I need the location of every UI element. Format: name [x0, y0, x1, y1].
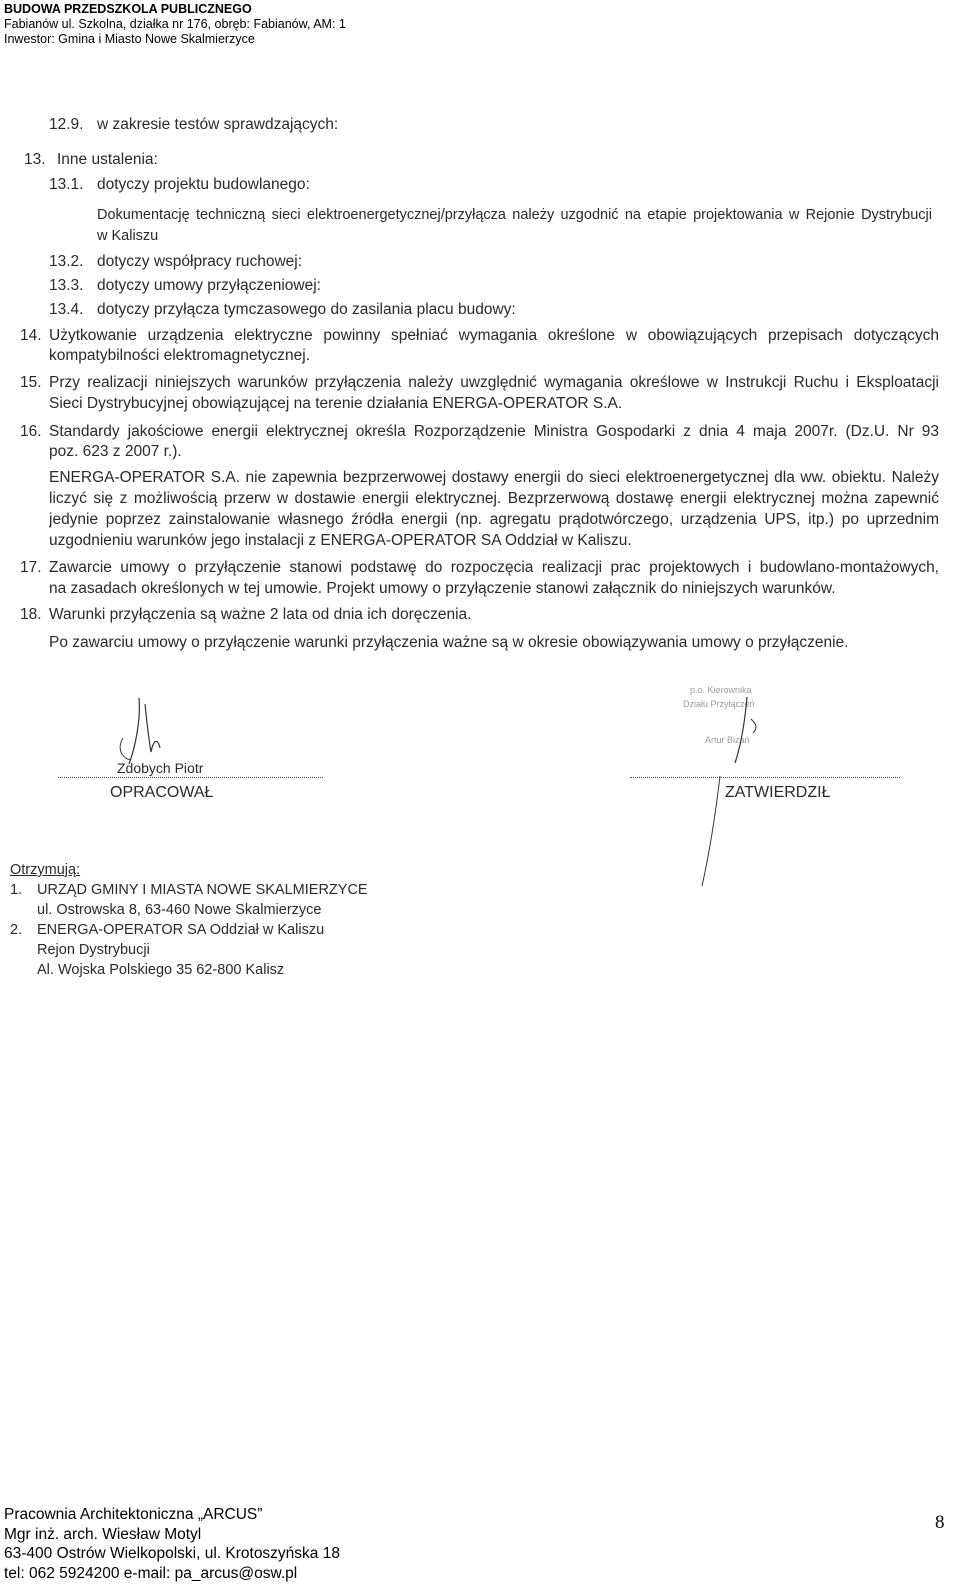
svg-text:Działu Przyłączeń: Działu Przyłączeń — [683, 699, 755, 709]
paragraph-line: uzgodnieniu warunków jego instalacji z ENERGA-OPERATOR SA Oddział w Kaliszu. — [49, 532, 632, 549]
paragraph-line: Zawarcie umowy o przyłączenie stanowi podstawę do rozpoczęcia realizacji prac projektowych i budowlano-montażowych, — [49, 559, 939, 576]
paragraph-line: ENERGA-OPERATOR S.A. nie zapewnia bezprzerwowej dostawy energii do sieci elektroenergetycznej dla ww. obiektu. Należy — [49, 469, 939, 486]
item-number: 13.1. — [49, 176, 84, 193]
paragraph-line: Przy realizacji niniejszych warunków przyłączenia należy uwzględnić wymagania określowe w Instrukcji Ruchu i Eksploatacji — [49, 374, 939, 391]
footer-address: 63-400 Ostrów Wielkopolski, ul. Krotoszyńska 18 — [4, 1545, 340, 1562]
signature-line — [630, 777, 900, 778]
right-signature-role: ZATWIERDZIŁ — [725, 784, 831, 801]
paragraph-line: na zasadach określonych w tej umowie. Projekt umowy o przyłączenie stanowi załącznik do niniejszych warunków. — [49, 580, 836, 597]
paragraph-line: Warunki przyłączenia są ważne 2 lata od dnia ich doręczenia. — [49, 606, 472, 623]
svg-text:Artur Bizań: Artur Bizań — [705, 735, 750, 745]
section-number: 16. — [20, 423, 42, 440]
footer-contact: tel: 062 5924200 e-mail: pa_arcus@osw.pl — [4, 1564, 298, 1582]
footer-architect: Mgr inż. arch. Wiesław Motyl — [4, 1525, 202, 1543]
paragraph-line: kompatybilności elektromagnetycznej. — [49, 347, 311, 364]
section-number: 15. — [20, 374, 42, 391]
left-signature-role: OPRACOWAŁ — [110, 784, 214, 801]
item-number: 12.9. — [49, 116, 84, 133]
paragraph-line: Dokumentację techniczną sieci elektroenergetycznej/przyłącza należy uzgodnić na etapie projektowania w Rejonie Dystrybucji — [97, 207, 932, 223]
item-text: dotyczy współpracy ruchowej: — [97, 253, 303, 270]
document-footer — [4, 1505, 340, 1583]
recipient-line: ENERGA-OPERATOR SA Oddział w Kaliszu — [37, 922, 325, 938]
paragraph-line: Sieci Dystrybucyjnej obowiązującej na terenie działania ENERGA-OPERATOR S.A. — [49, 395, 623, 412]
paragraph-line: liczyć się z możliwością przerw w dostawie energii elektrycznej. Bezprzerwową dostawę energii elektrycznej można zapewnić — [49, 490, 939, 507]
item-text: dotyczy projektu budowlanego: — [97, 176, 310, 193]
item-number: 13.4. — [49, 301, 84, 318]
recipient-number: 2. — [10, 922, 23, 938]
recipients-title: Otrzymują: — [10, 862, 81, 878]
stamp-and-signature-right — [655, 675, 835, 765]
paragraph-line: poz. 623 z 2007 r.). — [49, 443, 182, 460]
paragraph-line: w Kaliszu — [97, 228, 159, 244]
paragraph-line: Użytkowanie urządzenia elektryczne powinny spełniać wymagania określone w obowiązujących przepisach dotyczących — [49, 327, 939, 344]
item-number: 13.3. — [49, 277, 84, 294]
paragraph-line: Standardy jakościowe energii elektrycznej określa Rozporządzenie Ministra Gospodarki z dnia 4 maja 2007r. (Dz.U. Nr 93 — [49, 423, 939, 440]
recipient-line: Rejon Dystrybucji — [37, 942, 150, 958]
document-header — [4, 2, 346, 47]
recipient-line: URZĄD GMINY I MIASTA NOWE SKALMIERZYCE — [37, 882, 368, 898]
signature-stroke — [690, 770, 730, 890]
section-number: 13. — [24, 151, 46, 168]
paragraph-line: jedynie poprzez zainstalowanie własnego źródła energii (np. agregatu prądotwórczego, urządzenia UPS, itp.) po uprzednim — [49, 511, 939, 528]
header-investor: Inwestor: Gmina i Miasto Nowe Skalmierzyce — [4, 32, 255, 46]
footer-studio-name: Pracownia Architektoniczna „ARCUS” — [4, 1506, 263, 1523]
page-number: 8 — [935, 1512, 945, 1533]
svg-text:p.o. Kierownika: p.o. Kierownika — [690, 685, 752, 695]
item-text: dotyczy umowy przyłączeniowej: — [97, 277, 321, 294]
paragraph-line: Po zawarciu umowy o przyłączenie warunki przyłączenia ważne są w okresie obowiązywania umowy o przyłączenie. — [49, 634, 849, 651]
header-location: Fabianów ul. Szkolna, działka nr 176, obręb: Fabianów, AM: 1 — [4, 17, 346, 31]
signatory-name: Zdobych Piotr — [117, 760, 204, 776]
item-text: w zakresie testów sprawdzających: — [97, 116, 339, 133]
recipient-number: 1. — [10, 882, 23, 898]
item-number: 13.2. — [49, 253, 84, 270]
header-project-title: BUDOWA PRZEDSZKOLA PUBLICZNEGO — [4, 2, 252, 16]
section-number: 17. — [20, 559, 42, 576]
recipient-line: ul. Ostrowska 8, 63-460 Nowe Skalmierzyce — [37, 902, 322, 918]
section-number: 14. — [20, 327, 42, 344]
section-number: 18. — [20, 606, 42, 623]
recipient-line: Al. Wojska Polskiego 35 62-800 Kalisz — [37, 962, 285, 978]
item-text: dotyczy przyłącza tymczasowego do zasilania placu budowy: — [97, 301, 516, 318]
section-heading: Inne ustalenia: — [57, 151, 158, 168]
signature-line — [58, 777, 323, 778]
